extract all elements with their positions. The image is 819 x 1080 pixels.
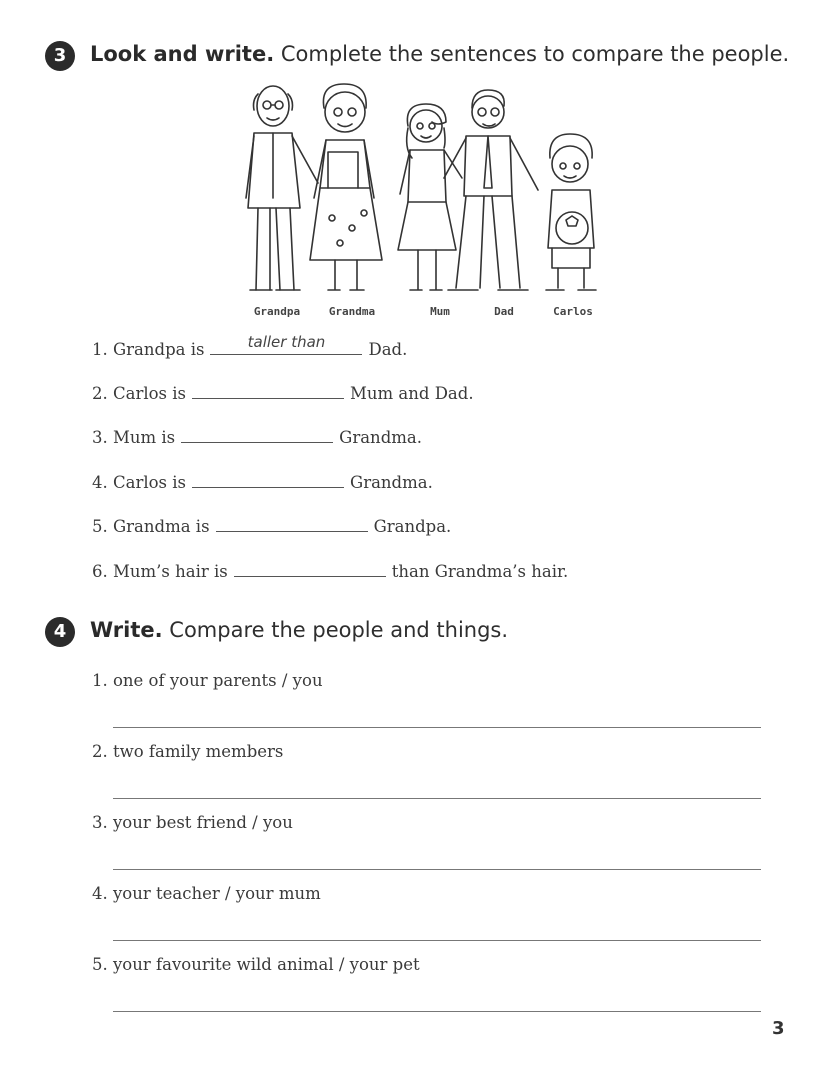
caption-dad: Dad [494, 305, 514, 318]
answer-blank[interactable] [192, 473, 344, 488]
answer-blank[interactable] [216, 517, 368, 532]
exercise-4-heading [90, 618, 508, 642]
grandma-figure [310, 84, 382, 290]
exercise-3-heading [90, 42, 789, 66]
item-text-before: 5. Grandma is [92, 517, 210, 536]
caption-mum: Mum [430, 305, 450, 318]
exercise-4-item-3: 3. your best friend / you [92, 813, 293, 832]
exercise-4-badge: 4 [45, 617, 75, 647]
answer-blank[interactable] [181, 428, 333, 443]
answer-blank[interactable] [234, 562, 386, 577]
caption-carlos: Carlos [553, 305, 593, 318]
item-text-after: Mum and Dad. [350, 384, 474, 403]
item-text-after: Grandpa. [373, 517, 452, 536]
exercise-4-item-2: 2. two family members [92, 742, 284, 761]
item-text-after: Dad. [368, 340, 408, 359]
exercise-3-item-5 [92, 517, 451, 536]
exercise-3-item-3 [92, 428, 422, 447]
item-text-before: 4. Carlos is [92, 473, 187, 492]
answer-blank[interactable] [210, 333, 362, 355]
exercise-3-item-2 [92, 384, 474, 403]
exercise-3-item-1 [92, 333, 408, 359]
exercise-4-item-1: 1. one of your parents / you [92, 671, 323, 690]
exercise-4-title-bold: Write. [90, 618, 163, 642]
answer-blank[interactable] [192, 384, 344, 399]
writing-line-2[interactable] [113, 798, 761, 799]
exercise-3-item-6 [92, 562, 568, 581]
item-text-after: Grandma. [339, 428, 422, 447]
exercise-3-title-bold: Look and write. [90, 42, 275, 66]
writing-line-1[interactable] [113, 727, 761, 728]
carlos-figure [546, 134, 596, 290]
exercise-3-title-rest: Complete the sentences to compare the people. [274, 42, 790, 66]
exercise-3-item-4 [92, 473, 433, 492]
item-text-after: Grandma. [350, 473, 433, 492]
exercise-4-item-5: 5. your favourite wild animal / your pet [92, 955, 420, 974]
writing-line-4[interactable] [113, 940, 761, 941]
exercise-3-badge: 3 [45, 41, 75, 71]
item-text-before: 1. Grandpa is [92, 340, 205, 359]
writing-line-5[interactable] [113, 1011, 761, 1012]
exercise-4-item-4: 4. your teacher / your mum [92, 884, 321, 903]
item-text-before: 3. Mum is [92, 428, 176, 447]
family-illustration [240, 78, 610, 303]
page-number: 3 [772, 1018, 785, 1039]
item-text-after: than Grandma’s hair. [391, 562, 569, 581]
caption-grandpa: Grandpa [253, 305, 301, 318]
exercise-4-title-rest: Compare the people and things. [162, 618, 509, 642]
grandpa-figure [246, 86, 318, 290]
item-text-before: 2. Carlos is [92, 384, 187, 403]
dad-figure [444, 90, 538, 290]
caption-grandma: Grandma [328, 305, 376, 318]
writing-line-3[interactable] [113, 869, 761, 870]
item-text-before: 6. Mum’s hair is [92, 562, 228, 581]
handwritten-answer: taller than [247, 333, 326, 351]
mum-figure [398, 104, 462, 290]
